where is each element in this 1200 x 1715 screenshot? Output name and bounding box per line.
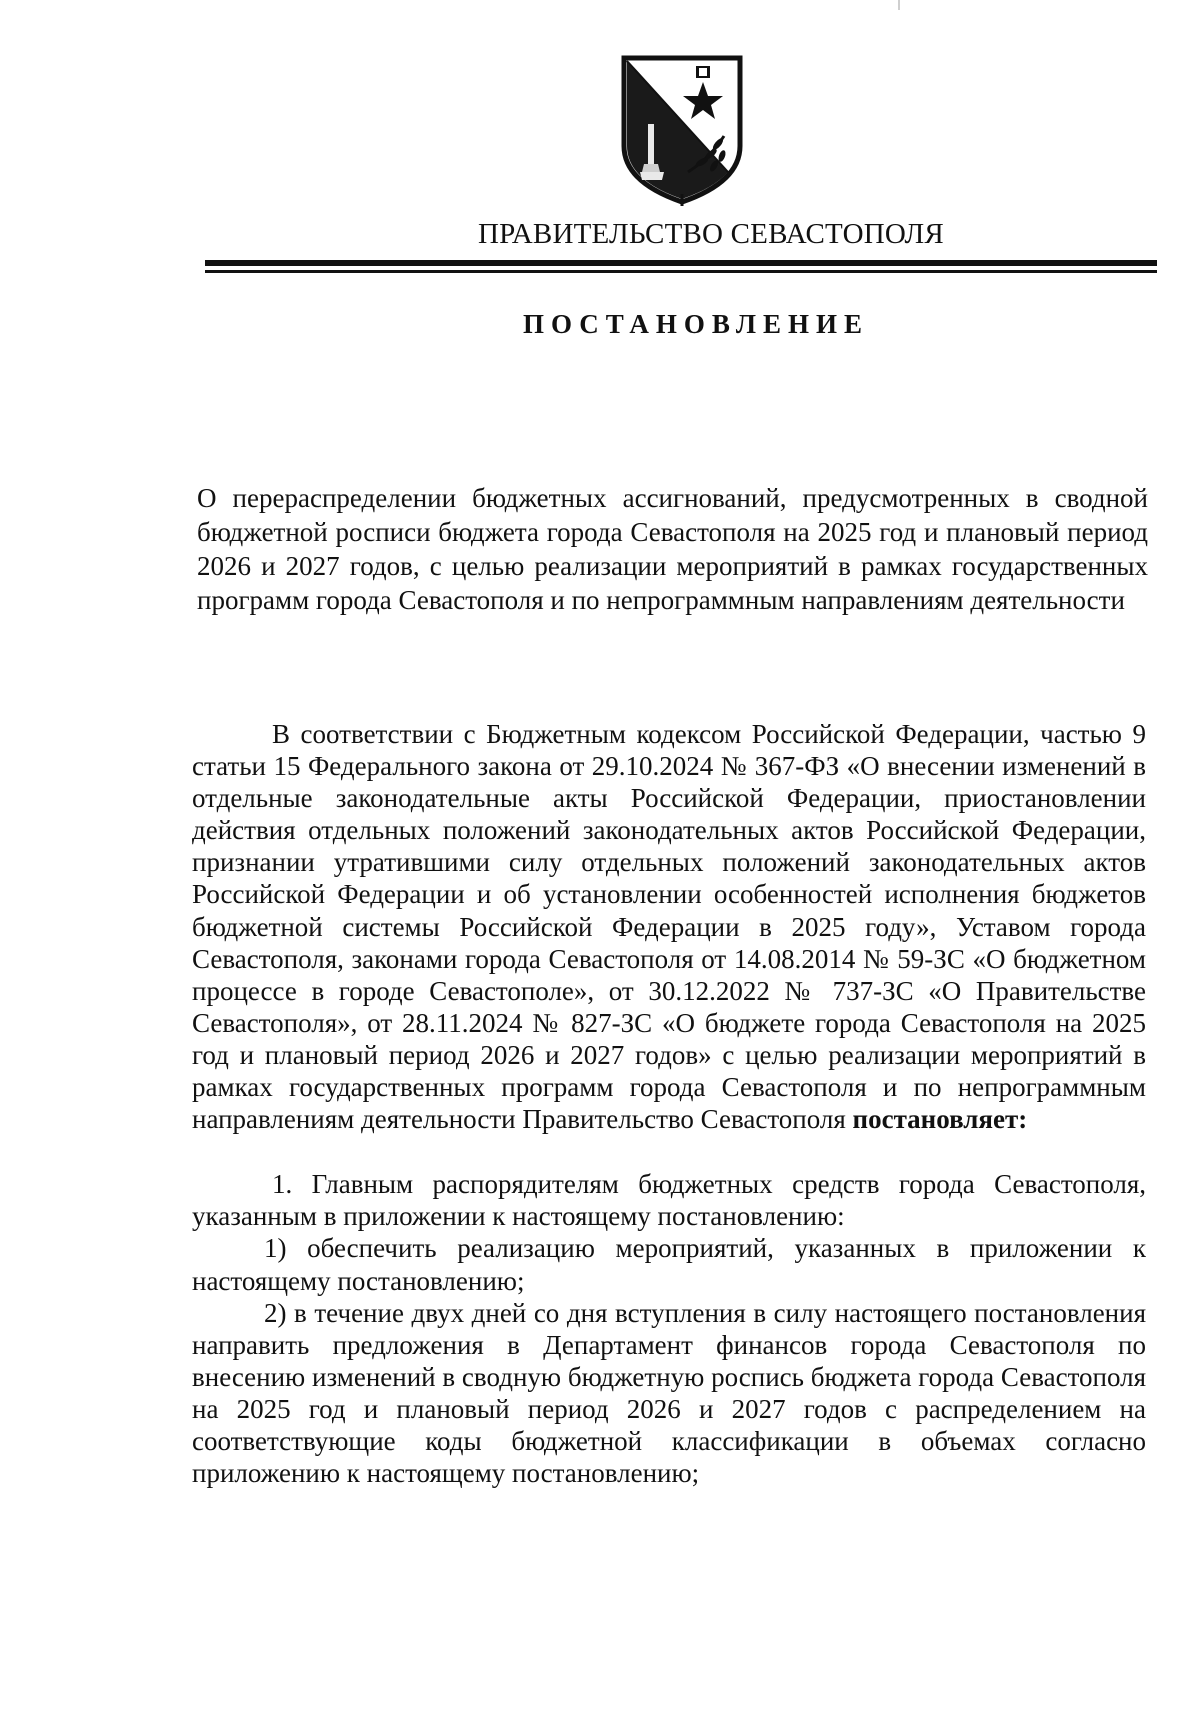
subitem-1: 1) обеспечить реализацию мероприятий, указанных в приложении к настоящему постановлению;: [192, 1233, 1146, 1296]
header-rule-thick: [205, 260, 1157, 266]
document-body: [192, 718, 1146, 1489]
subitem-2: 2) в течение двух дней со дня вступления в силу настоящего постановления направить предложения в Департамент финансов города Севастополя по внесению изменений в сводную бюджетную роспись бюджета города Севастополя на 2025 год и плановый период 2026 и 2027 годов с распределением на соответствующие коды бюджетной классификации в объемах согласно приложению к настоящему постановлению;: [192, 1297, 1146, 1489]
document-subject: О перераспределении бюджетных ассигнований, предусмотренных в сводной бюджетной росписи бюджета города Севастополя на 2025 год и плановый период 2026 и 2027 годов, с целью реализации мероприятий в рамках государственных программ города Севастополя и по непрограммным направлениям деятельности: [197, 483, 1148, 615]
header-rule-thin: [205, 270, 1157, 273]
sevastopol-coat-of-arms-icon: [618, 54, 746, 206]
preamble-paragraph: [192, 718, 1146, 1135]
decree-word: постановляет:: [852, 1104, 1028, 1135]
scan-artifact: [898, 0, 900, 10]
organization-title: ПРАВИТЕЛЬСТВО СЕВАСТОПОЛЯ: [478, 218, 944, 250]
document-type-heading: ПОСТАНОВЛЕНИЕ: [522, 309, 870, 339]
preamble-text: В соответствии с Бюджетным кодексом Российской Федерации, частью 9 статьи 15 Федерального закона от 29.10.2024 № 367-ФЗ «О внесении изменений в отдельные законодательные акты Российской Федерации, приостановлении действия отдельных положений законодательных актов Российской Федерации, признании утратившими силу отдельных положений законодательных актов Российской Федерации и об установлении особенностей исполнения бюджетов бюджетной системы Российской Федерации в 2025 году», Уставом города Севастополя, законами города Севастополя от 14.08.2014 № 59-ЗС «О бюджетном процессе в городе Севастополе», от 30.12.2022 № 737-ЗС «О Правительстве Севастополя», от 28.11.2024 № 827-ЗС «О бюджете города Севастополя на 2025 год и плановый период 2026 и 2027 годов» с целью реализации мероприятий в рамках государственных программ города Севастополя и по непрограммным направлениям деятельности Правительство Севастополя: [192, 719, 1146, 1135]
item-1: 1. Главным распорядителям бюджетных средств города Севастополя, указанным в приложении к настоящему постановлению:: [192, 1169, 1146, 1232]
